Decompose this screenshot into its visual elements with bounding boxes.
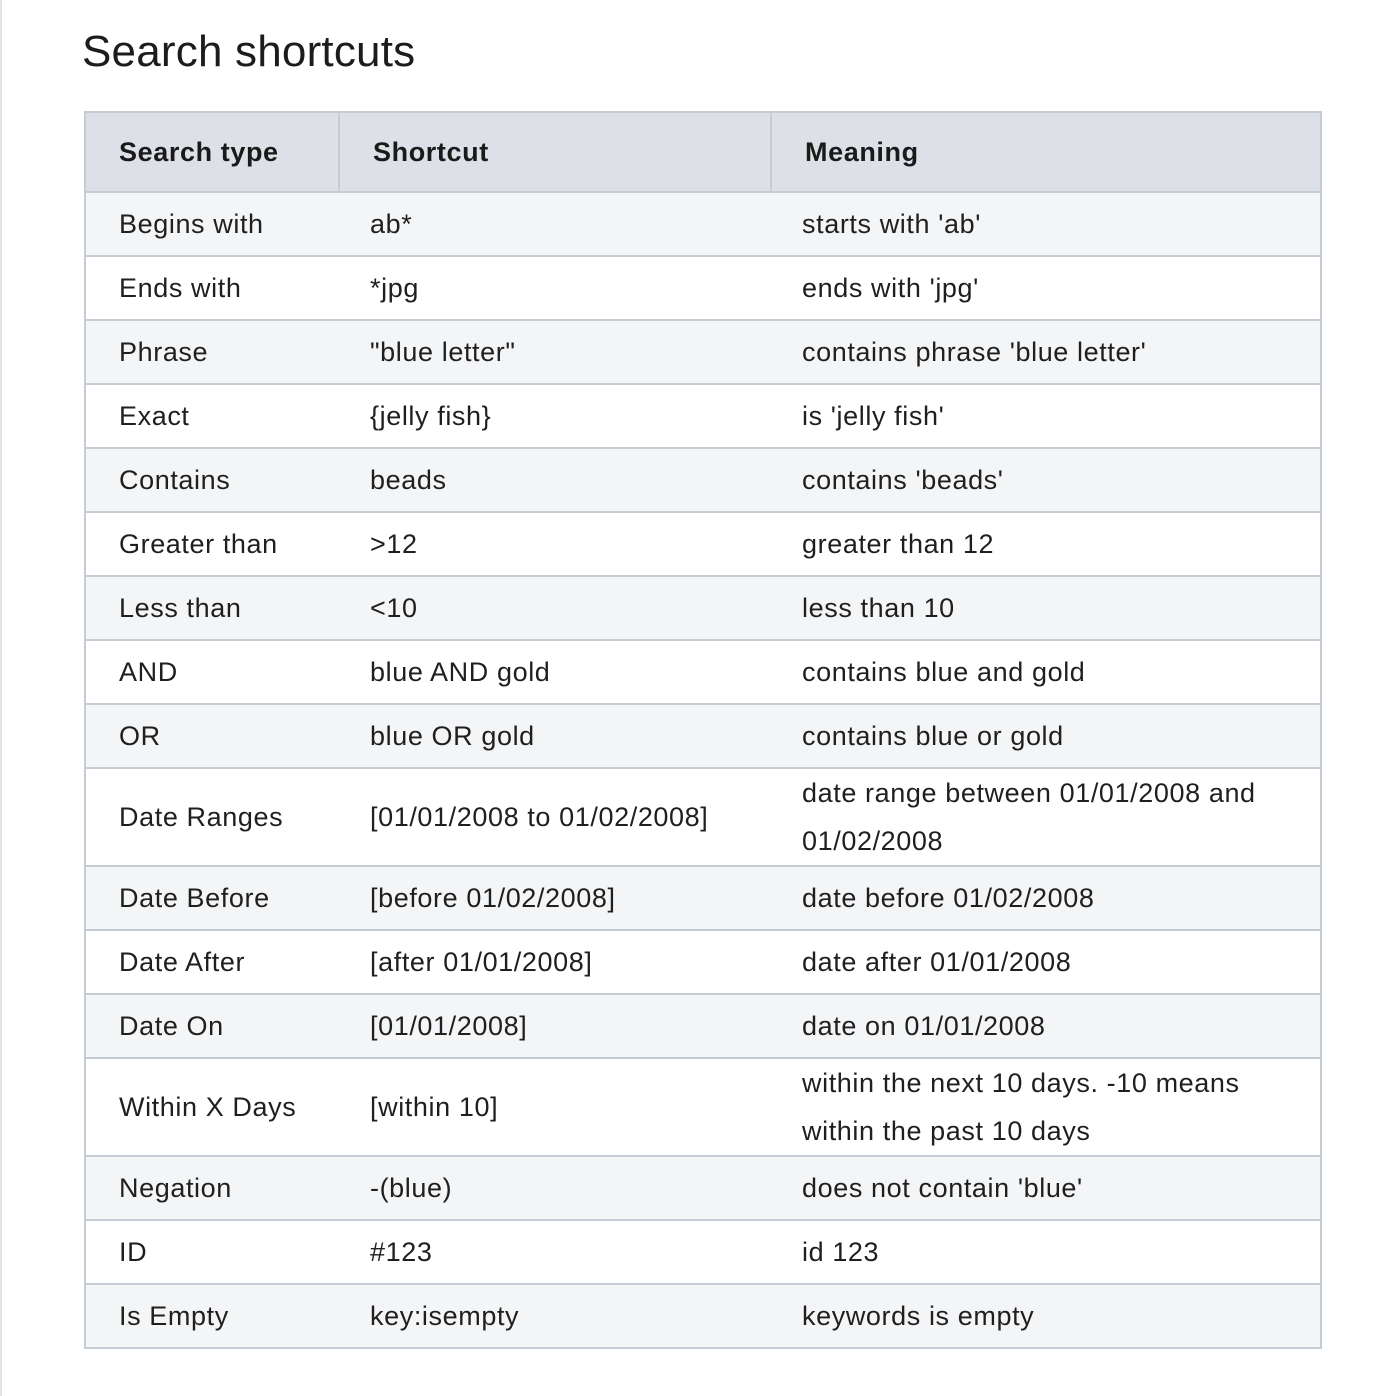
meaning-cell: date on 01/01/2008 — [771, 994, 1321, 1058]
meaning-cell: contains 'beads' — [771, 448, 1321, 512]
meaning-cell: starts with 'ab' — [771, 192, 1321, 256]
shortcut-cell: [before 01/02/2008] — [339, 866, 771, 930]
meaning-cell: greater than 12 — [771, 512, 1321, 576]
page-title: Search shortcuts — [82, 27, 416, 76]
table-row — [85, 704, 1321, 768]
meaning-cell: date range between 01/01/2008 and 01/02/2008 — [771, 768, 1321, 866]
meaning-cell: id 123 — [771, 1220, 1321, 1284]
table-row — [85, 512, 1321, 576]
table-row — [85, 448, 1321, 512]
meaning-cell: date before 01/02/2008 — [771, 866, 1321, 930]
shortcut-cell: [01/01/2008 to 01/02/2008] — [339, 768, 771, 866]
shortcut-cell: ab* — [339, 192, 771, 256]
table-header-row — [85, 112, 1321, 192]
column-header-search-type: Search type — [85, 112, 339, 192]
search-type-cell: Date After — [85, 930, 339, 994]
meaning-cell: date after 01/01/2008 — [771, 930, 1321, 994]
table-row — [85, 930, 1321, 994]
search-type-cell: Exact — [85, 384, 339, 448]
table-row — [85, 1220, 1321, 1284]
search-type-cell: Contains — [85, 448, 339, 512]
shortcut-cell: <10 — [339, 576, 771, 640]
shortcut-cell: #123 — [339, 1220, 771, 1284]
table-row — [85, 994, 1321, 1058]
search-type-cell: Phrase — [85, 320, 339, 384]
search-type-cell: Greater than — [85, 512, 339, 576]
table-row — [85, 1284, 1321, 1348]
table-row — [85, 866, 1321, 930]
table-row — [85, 1156, 1321, 1220]
column-header-shortcut: Shortcut — [339, 112, 771, 192]
shortcut-cell: key:isempty — [339, 1284, 771, 1348]
shortcut-cell: *jpg — [339, 256, 771, 320]
table-row — [85, 640, 1321, 704]
search-type-cell: Date Before — [85, 866, 339, 930]
search-type-cell: Within X Days — [85, 1058, 339, 1156]
table-row — [85, 768, 1321, 866]
search-type-cell: Begins with — [85, 192, 339, 256]
search-type-cell: Date Ranges — [85, 768, 339, 866]
meaning-cell: keywords is empty — [771, 1284, 1321, 1348]
shortcut-cell: [within 10] — [339, 1058, 771, 1156]
shortcuts-table — [84, 111, 1322, 1349]
meaning-cell: contains phrase 'blue letter' — [771, 320, 1321, 384]
meaning-cell: is 'jelly fish' — [771, 384, 1321, 448]
table-row — [85, 192, 1321, 256]
shortcut-cell: {jelly fish} — [339, 384, 771, 448]
search-type-cell: ID — [85, 1220, 339, 1284]
shortcut-cell: [01/01/2008] — [339, 994, 771, 1058]
search-type-cell: Date On — [85, 994, 339, 1058]
shortcut-cell: -(blue) — [339, 1156, 771, 1220]
table-row — [85, 384, 1321, 448]
search-type-cell: AND — [85, 640, 339, 704]
shortcut-cell: >12 — [339, 512, 771, 576]
shortcut-cell: [after 01/01/2008] — [339, 930, 771, 994]
meaning-cell: does not contain 'blue' — [771, 1156, 1321, 1220]
shortcut-cell: blue AND gold — [339, 640, 771, 704]
table-row — [85, 576, 1321, 640]
shortcut-cell: beads — [339, 448, 771, 512]
search-type-cell: Negation — [85, 1156, 339, 1220]
table-row — [85, 320, 1321, 384]
search-type-cell: Ends with — [85, 256, 339, 320]
table-row — [85, 256, 1321, 320]
meaning-cell: contains blue and gold — [771, 640, 1321, 704]
meaning-cell: within the next 10 days. -10 means within the past 10 days — [771, 1058, 1321, 1156]
meaning-cell: contains blue or gold — [771, 704, 1321, 768]
search-type-cell: Is Empty — [85, 1284, 339, 1348]
meaning-cell: less than 10 — [771, 576, 1321, 640]
search-type-cell: OR — [85, 704, 339, 768]
search-type-cell: Less than — [85, 576, 339, 640]
meaning-cell: ends with 'jpg' — [771, 256, 1321, 320]
table-row — [85, 1058, 1321, 1156]
column-header-meaning: Meaning — [771, 112, 1321, 192]
shortcut-cell: "blue letter" — [339, 320, 771, 384]
shortcut-cell: blue OR gold — [339, 704, 771, 768]
